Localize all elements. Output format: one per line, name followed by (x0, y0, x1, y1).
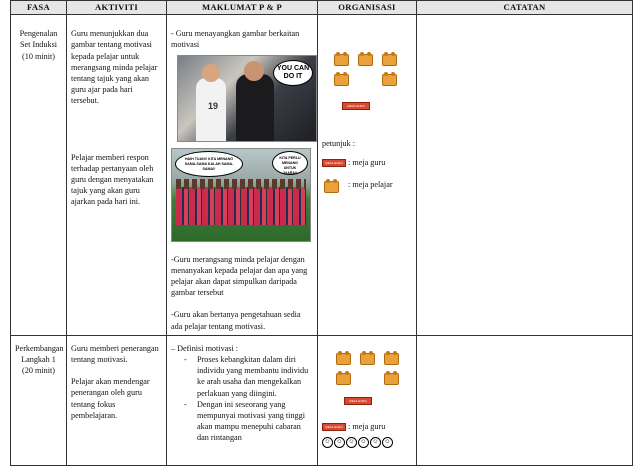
catatan-cell (417, 15, 633, 336)
maklumat-cell (167, 15, 318, 336)
student-desk-icon (358, 54, 373, 66)
table-row (11, 15, 633, 336)
legend-meja-guru: : meja guru (348, 158, 386, 168)
maklumat-title: – Definisi motivasi : (171, 343, 239, 353)
classroom-layout (322, 18, 412, 118)
aktiviti-text: Guru menunjukkan dua gambar tentang motivasi kepada pelajar untuk merangsang minda pelajar tentang tajuk yang akan guru ajar pada hari tersebut. (71, 29, 158, 106)
photo-speech-bubble-right: KITA PERLU MENANG UNTUK JUARA!! (272, 151, 308, 175)
student-desk-icon (334, 54, 349, 66)
maklumat-text: -Guru merangsang minda pelajar dengan menanyakan kepada pelajar dan apa yang pelajar akan dapat simpulkan daripada gambar tersebut (171, 254, 308, 298)
fasa-cell (11, 15, 67, 336)
student-desk-icon (384, 353, 399, 365)
organisasi-cell (318, 15, 417, 336)
fasa-line: Set Induksi (19, 40, 58, 50)
aktiviti-text: Pelajar memberi respon terhadap pertanyaan oleh guru dengan menyatakan tajuk yang akan guru ajarkan pada hari ini. (71, 152, 154, 207)
student-desk-icon (382, 74, 397, 86)
aktiviti-cell (67, 335, 167, 465)
list-item: - Proses kebangkitan dalam diri individu yang membantu individu ke arah usaha dan mengekalkan perlakuan yang diingini. (184, 355, 309, 398)
student-desk-icon (360, 353, 375, 365)
teacher-desk-icon: MEJA GURU (342, 102, 370, 110)
organisasi-cell (318, 335, 417, 465)
petunjuk-label: petunjuk : (322, 139, 355, 149)
student-faces-icon: ☺ ☺ ☺ ☺ ☺ ☺ (322, 435, 412, 448)
maklumat-cell (167, 335, 318, 465)
legend-meja-guru: : meja guru (348, 421, 386, 431)
fasa-line: Langkah 1 (21, 355, 56, 365)
teacher-desk-legend-icon: MEJA GURU (322, 159, 346, 167)
header-fasa: FASA (11, 1, 67, 15)
list-item-text: Proses kebangkitan dalam diri individu yang membantu individu ke arah usaha dan mengekalkan perlakuan yang diingini. (197, 355, 309, 398)
fasa-line: (20 minit) (22, 366, 55, 376)
motivation-photo-1: 19 YOU CAN DO IT (177, 55, 317, 142)
table-row (11, 335, 633, 465)
aktiviti-text: Pelajar akan mendengar penerangan oleh guru tentang fokus pembelajaran. (71, 377, 150, 420)
student-desk-icon (384, 373, 399, 385)
catatan-cell (417, 335, 633, 465)
fasa-line: Pengenalan (19, 29, 58, 39)
fasa-line: Perkembangan (15, 343, 64, 353)
fasa-cell (11, 335, 67, 465)
header-row (11, 1, 633, 15)
motivation-photo-2 (171, 148, 311, 242)
student-desk-icon (382, 54, 397, 66)
definition-list (171, 354, 313, 444)
aktiviti-text: Guru memberi penerangan tentang motivasi. (71, 343, 159, 365)
student-desk-icon (334, 74, 349, 86)
photo-speech-bubble-left: HAIH TUAN!! KITA MENANG SAMA-SAMA KALAH SAMA-SAMA!! (175, 151, 243, 177)
legend-meja-pelajar: : meja pelajar (348, 180, 393, 190)
photo-speech-bubble: YOU CAN DO IT (273, 60, 313, 86)
teacher-desk-icon: MEJA GURU (344, 397, 372, 405)
classroom-layout (322, 339, 412, 409)
header-organisasi: ORGANISASI (318, 1, 417, 15)
header-maklumat: MAKLUMAT P & P (167, 1, 318, 15)
student-desk-icon (336, 373, 351, 385)
teacher-desk-legend-icon: MEJA GURU (322, 423, 346, 431)
student-desk-legend-icon (324, 181, 339, 193)
header-aktiviti: AKTIVITI (67, 1, 167, 15)
student-desk-icon (336, 353, 351, 365)
maklumat-text: -Guru akan bertanya pengetahuan sedia ada pelajar tentang motivasi. (171, 310, 301, 331)
fasa-line: (10 minit) (22, 51, 55, 61)
lesson-plan-table (10, 0, 633, 466)
list-item-text: Dengan ini seseorang yang mempunyai motivasi yang tinggi akan mampu menepuhi cabaran dan rintangan (197, 399, 306, 443)
header-catatan: CATATAN (417, 1, 633, 15)
maklumat-text: - Guru menayangkan gambar berkaitan motivasi (171, 29, 300, 50)
list-item: - Dengan ini seseorang yang mempunyai motivasi yang tinggi akan mampu menepuhi cabaran dan rintangan (184, 399, 306, 443)
aktiviti-cell (67, 15, 167, 336)
